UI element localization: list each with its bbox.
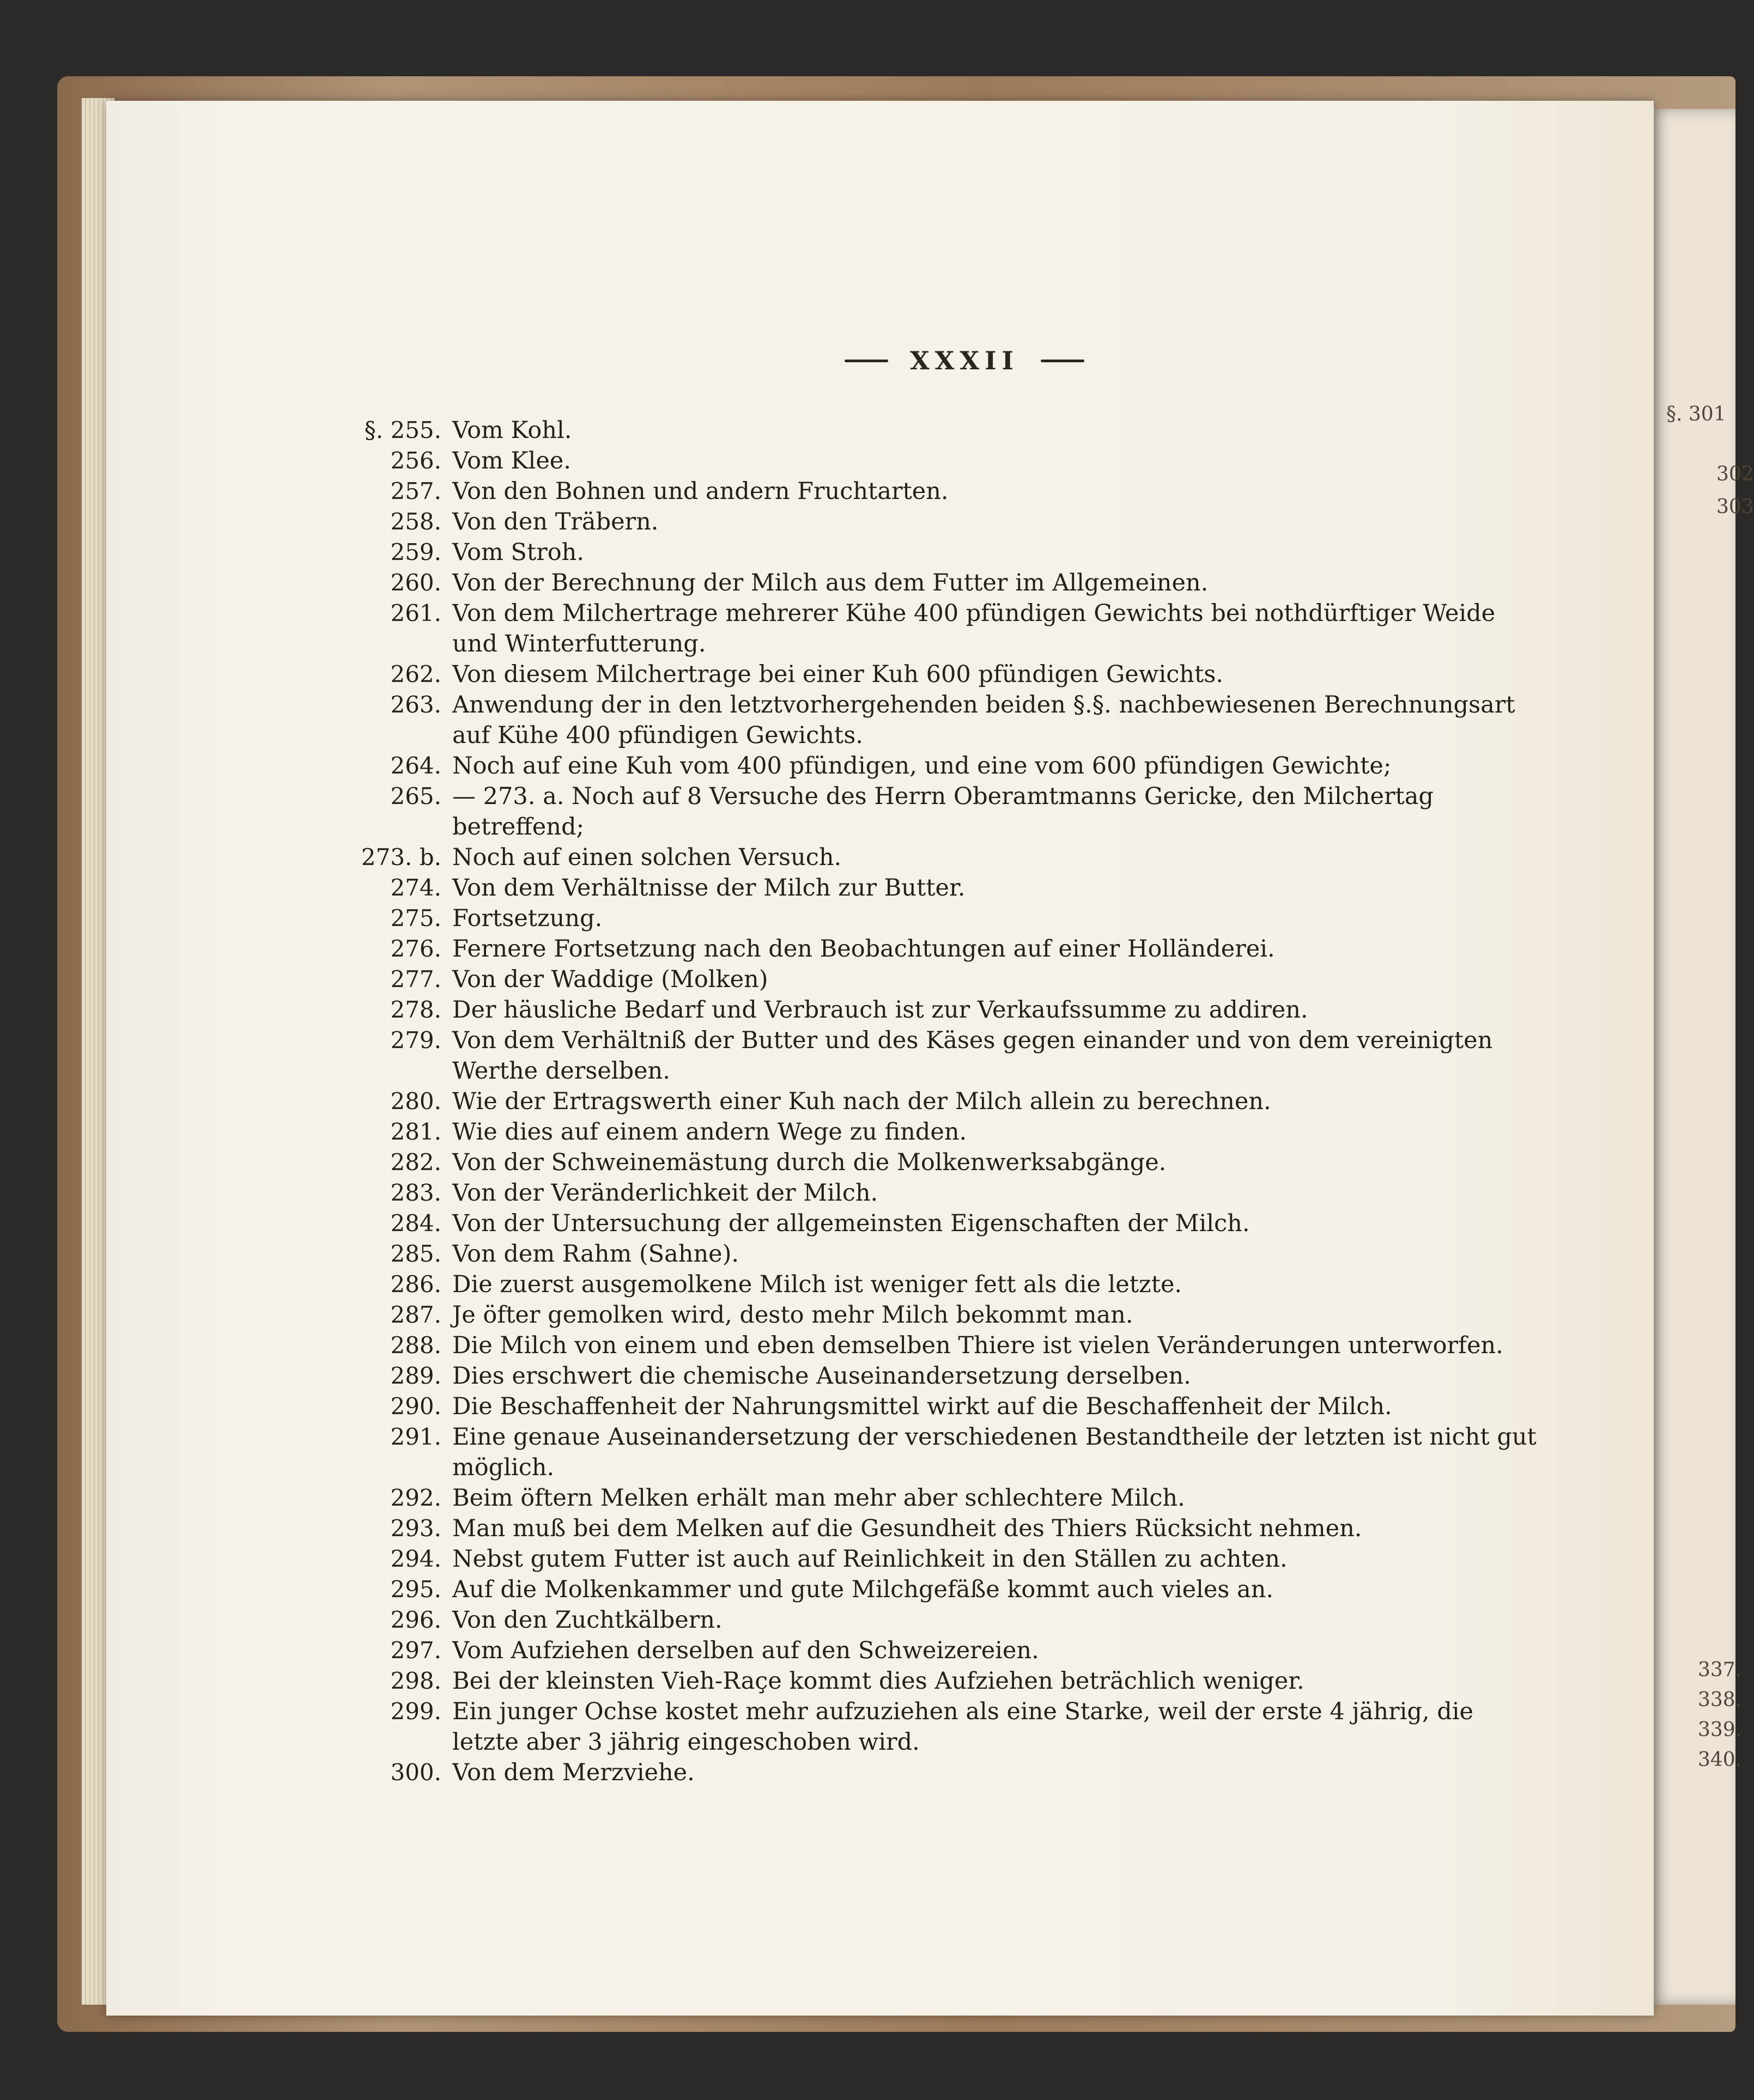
toc-entry xyxy=(327,690,1537,751)
section-title: Beim öftern Melken erhält man mehr aber schlechtere Milch. xyxy=(452,1484,1185,1512)
toc-entry xyxy=(327,1147,1537,1178)
section-title: Anwendung der in den letztvorhergehenden beiden §.§. nachbewiesenen Berechnungsart auf Kühe 400 pfündigen Gewichts. xyxy=(452,691,1515,749)
section-title: Von der Veränderlichkeit der Milch. xyxy=(452,1179,878,1207)
section-title: Von dem Verhältnisse der Milch zur Butter. xyxy=(452,874,966,902)
section-title: Von der Schweinemästung durch die Molkenwerksabgänge. xyxy=(452,1149,1167,1176)
section-title: Wie dies auf einem andern Wege zu finden. xyxy=(452,1118,967,1146)
section-number: 285. xyxy=(390,1240,441,1267)
section-number: 260. xyxy=(390,569,441,596)
running-header xyxy=(774,346,1155,375)
section-number: 295. xyxy=(390,1576,441,1603)
section-number: §. 255. xyxy=(364,417,441,443)
section-number: 265. xyxy=(390,783,441,809)
section-number: 275. xyxy=(390,905,441,932)
toc-entry xyxy=(327,781,1537,842)
toc-entry xyxy=(327,903,1537,934)
toc-entry xyxy=(327,1666,1537,1696)
section-title: Von den Bohnen und andern Fruchtarten. xyxy=(452,478,949,505)
section-title: Eine genaue Auseinandersetzung der verschiedenen Bestandtheile der letzten ist nicht gut möglich. xyxy=(452,1423,1537,1481)
toc-entry xyxy=(327,446,1537,476)
facing-page-number: 303 xyxy=(1716,496,1754,518)
section-title: Die Milch von einem und eben demselben Thiere ist vielen Veränderungen unterworfen. xyxy=(452,1332,1503,1359)
toc-entry xyxy=(327,1178,1537,1208)
section-number: 262. xyxy=(390,661,441,687)
section-title: Vom Kohl. xyxy=(452,417,572,444)
toc-entry xyxy=(327,537,1537,568)
section-title: Von den Träbern. xyxy=(452,508,659,535)
facing-page-number: 337. xyxy=(1698,1659,1742,1681)
section-title: Noch auf einen solchen Versuch. xyxy=(452,844,842,871)
toc-entry xyxy=(327,751,1537,781)
toc-entry xyxy=(327,1757,1537,1788)
section-title: Die Beschaffenheit der Nahrungsmittel wirkt auf die Beschaffenheit der Milch. xyxy=(452,1393,1392,1420)
header-rule-left xyxy=(845,360,888,362)
section-number: 258. xyxy=(390,508,441,535)
section-title: Ein junger Ochse kostet mehr aufzuziehen als eine Starke, weil der erste 4 jährig, die letzte aber 3 jährig eingeschoben wird. xyxy=(452,1698,1473,1756)
section-title: Von diesem Milchertrage bei einer Kuh 600 pfündigen Gewichts. xyxy=(452,661,1223,688)
section-title: Vom Stroh. xyxy=(452,539,584,566)
facing-page xyxy=(1651,109,1754,2005)
toc-entry xyxy=(327,1208,1537,1239)
section-number: 273. b. xyxy=(361,844,441,871)
section-title: Von der Waddige (Molken) xyxy=(452,966,768,993)
section-number: 283. xyxy=(390,1179,441,1206)
toc-entry xyxy=(327,1513,1537,1544)
toc-entry xyxy=(327,1605,1537,1635)
section-number: 284. xyxy=(390,1210,441,1237)
section-title: Nebst gutem Futter ist auch auf Reinlichkeit in den Ställen zu achten. xyxy=(452,1545,1288,1573)
section-title: Der häusliche Bedarf und Verbrauch ist zur Verkaufssumme zu addiren. xyxy=(452,996,1308,1024)
toc-entry xyxy=(327,659,1537,690)
section-number: 288. xyxy=(390,1332,441,1359)
section-title: Von der Berechnung der Milch aus dem Futter im Allgemeinen. xyxy=(452,569,1209,596)
section-number: 294. xyxy=(390,1545,441,1572)
section-number: 264. xyxy=(390,752,441,779)
section-number: 289. xyxy=(390,1362,441,1389)
section-number: 261. xyxy=(390,600,441,626)
section-title: Fernere Fortsetzung nach den Beobachtungen auf einer Holländerei. xyxy=(452,935,1275,963)
toc-entry xyxy=(327,1483,1537,1513)
toc-entry xyxy=(327,1117,1537,1147)
toc-entry xyxy=(327,964,1537,995)
toc-entry xyxy=(327,1422,1537,1483)
toc-entry xyxy=(327,1330,1537,1361)
page-number: XXXII xyxy=(909,346,1019,375)
section-title: Wie der Ertragswerth einer Kuh nach der Milch allein zu berechnen. xyxy=(452,1088,1271,1115)
section-number: 290. xyxy=(390,1393,441,1420)
section-number: 279. xyxy=(390,1027,441,1054)
toc-entry xyxy=(327,415,1537,446)
section-title: Von der Untersuchung der allgemeinsten Eigenschaften der Milch. xyxy=(452,1210,1250,1237)
toc-entry xyxy=(327,1361,1537,1391)
section-title: Vom Klee. xyxy=(452,447,571,474)
section-number: 291. xyxy=(390,1423,441,1450)
section-title: Von dem Verhältniß der Butter und des Käses gegen einander und von dem vereinigten Werthe derselben. xyxy=(452,1027,1493,1085)
toc-entry xyxy=(327,568,1537,598)
section-title: Die zuerst ausgemolkene Milch ist weniger fett als die letzte. xyxy=(452,1271,1182,1298)
section-title: — 273. a. Noch auf 8 Versuche des Herrn Oberamtmanns Gericke, den Milchertag betreffend; xyxy=(452,783,1434,841)
facing-page-number: §. 301 xyxy=(1666,403,1726,425)
facing-page-number: 302 xyxy=(1716,463,1754,485)
toc-entry xyxy=(327,934,1537,964)
section-number: 299. xyxy=(390,1698,441,1725)
section-title: Vom Aufziehen derselben auf den Schweizereien. xyxy=(452,1637,1039,1664)
section-number: 256. xyxy=(390,447,441,474)
table-of-contents xyxy=(327,415,1537,1788)
section-number: 280. xyxy=(390,1088,441,1115)
section-number: 293. xyxy=(390,1515,441,1542)
section-number: 300. xyxy=(390,1759,441,1786)
section-number: 257. xyxy=(390,478,441,504)
section-title: Von den Zuchtkälbern. xyxy=(452,1606,723,1634)
section-title: Bei der kleinsten Vieh-Raçe kommt dies Aufziehen beträchlich weniger. xyxy=(452,1667,1304,1695)
section-number: 277. xyxy=(390,966,441,993)
section-number: 296. xyxy=(390,1606,441,1633)
section-title: Dies erschwert die chemische Auseinandersetzung derselben. xyxy=(452,1362,1191,1390)
toc-entry xyxy=(327,873,1537,903)
facing-page-number: 339. xyxy=(1698,1719,1742,1741)
section-title: Man muß bei dem Melken auf die Gesundheit des Thiers Rücksicht nehmen. xyxy=(452,1515,1362,1542)
toc-entry xyxy=(327,842,1537,873)
toc-entry xyxy=(327,1574,1537,1605)
toc-entry xyxy=(327,1544,1537,1574)
facing-page-number: 340. xyxy=(1698,1749,1742,1771)
header-rule-right xyxy=(1041,360,1084,362)
section-number: 281. xyxy=(390,1118,441,1145)
toc-entry xyxy=(327,1391,1537,1422)
section-number: 298. xyxy=(390,1667,441,1694)
toc-entry xyxy=(327,1635,1537,1666)
section-title: Fortsetzung. xyxy=(452,905,603,932)
toc-entry xyxy=(327,1269,1537,1300)
section-title: Noch auf eine Kuh vom 400 pfündigen, und eine vom 600 pfündigen Gewichte; xyxy=(452,752,1392,780)
section-number: 286. xyxy=(390,1271,441,1298)
toc-entry xyxy=(327,1086,1537,1117)
section-number: 263. xyxy=(390,691,441,718)
section-title: Je öfter gemolken wird, desto mehr Milch bekommt man. xyxy=(452,1301,1133,1329)
section-title: Auf die Molkenkammer und gute Milchgefäße kommt auch vieles an. xyxy=(452,1576,1274,1603)
section-title: Von dem Merzviehe. xyxy=(452,1759,695,1786)
toc-entry xyxy=(327,995,1537,1025)
toc-entry xyxy=(327,598,1537,659)
toc-entry xyxy=(327,1025,1537,1086)
toc-entry xyxy=(327,1696,1537,1757)
toc-entry xyxy=(327,1300,1537,1330)
section-number: 292. xyxy=(390,1484,441,1511)
section-number: 259. xyxy=(390,539,441,565)
section-number: 278. xyxy=(390,996,441,1023)
section-number: 287. xyxy=(390,1301,441,1328)
facing-page-number: 338. xyxy=(1698,1689,1742,1711)
toc-entry xyxy=(327,1239,1537,1269)
section-title: Von dem Milchertrage mehrerer Kühe 400 pfündigen Gewichts bei nothdürftiger Weide und Winterfutterung. xyxy=(452,600,1496,658)
section-number: 297. xyxy=(390,1637,441,1664)
section-number: 276. xyxy=(390,935,441,962)
toc-entry xyxy=(327,476,1537,507)
section-number: 282. xyxy=(390,1149,441,1176)
section-number: 274. xyxy=(390,874,441,901)
section-title: Von dem Rahm (Sahne). xyxy=(452,1240,739,1268)
toc-entry xyxy=(327,507,1537,537)
